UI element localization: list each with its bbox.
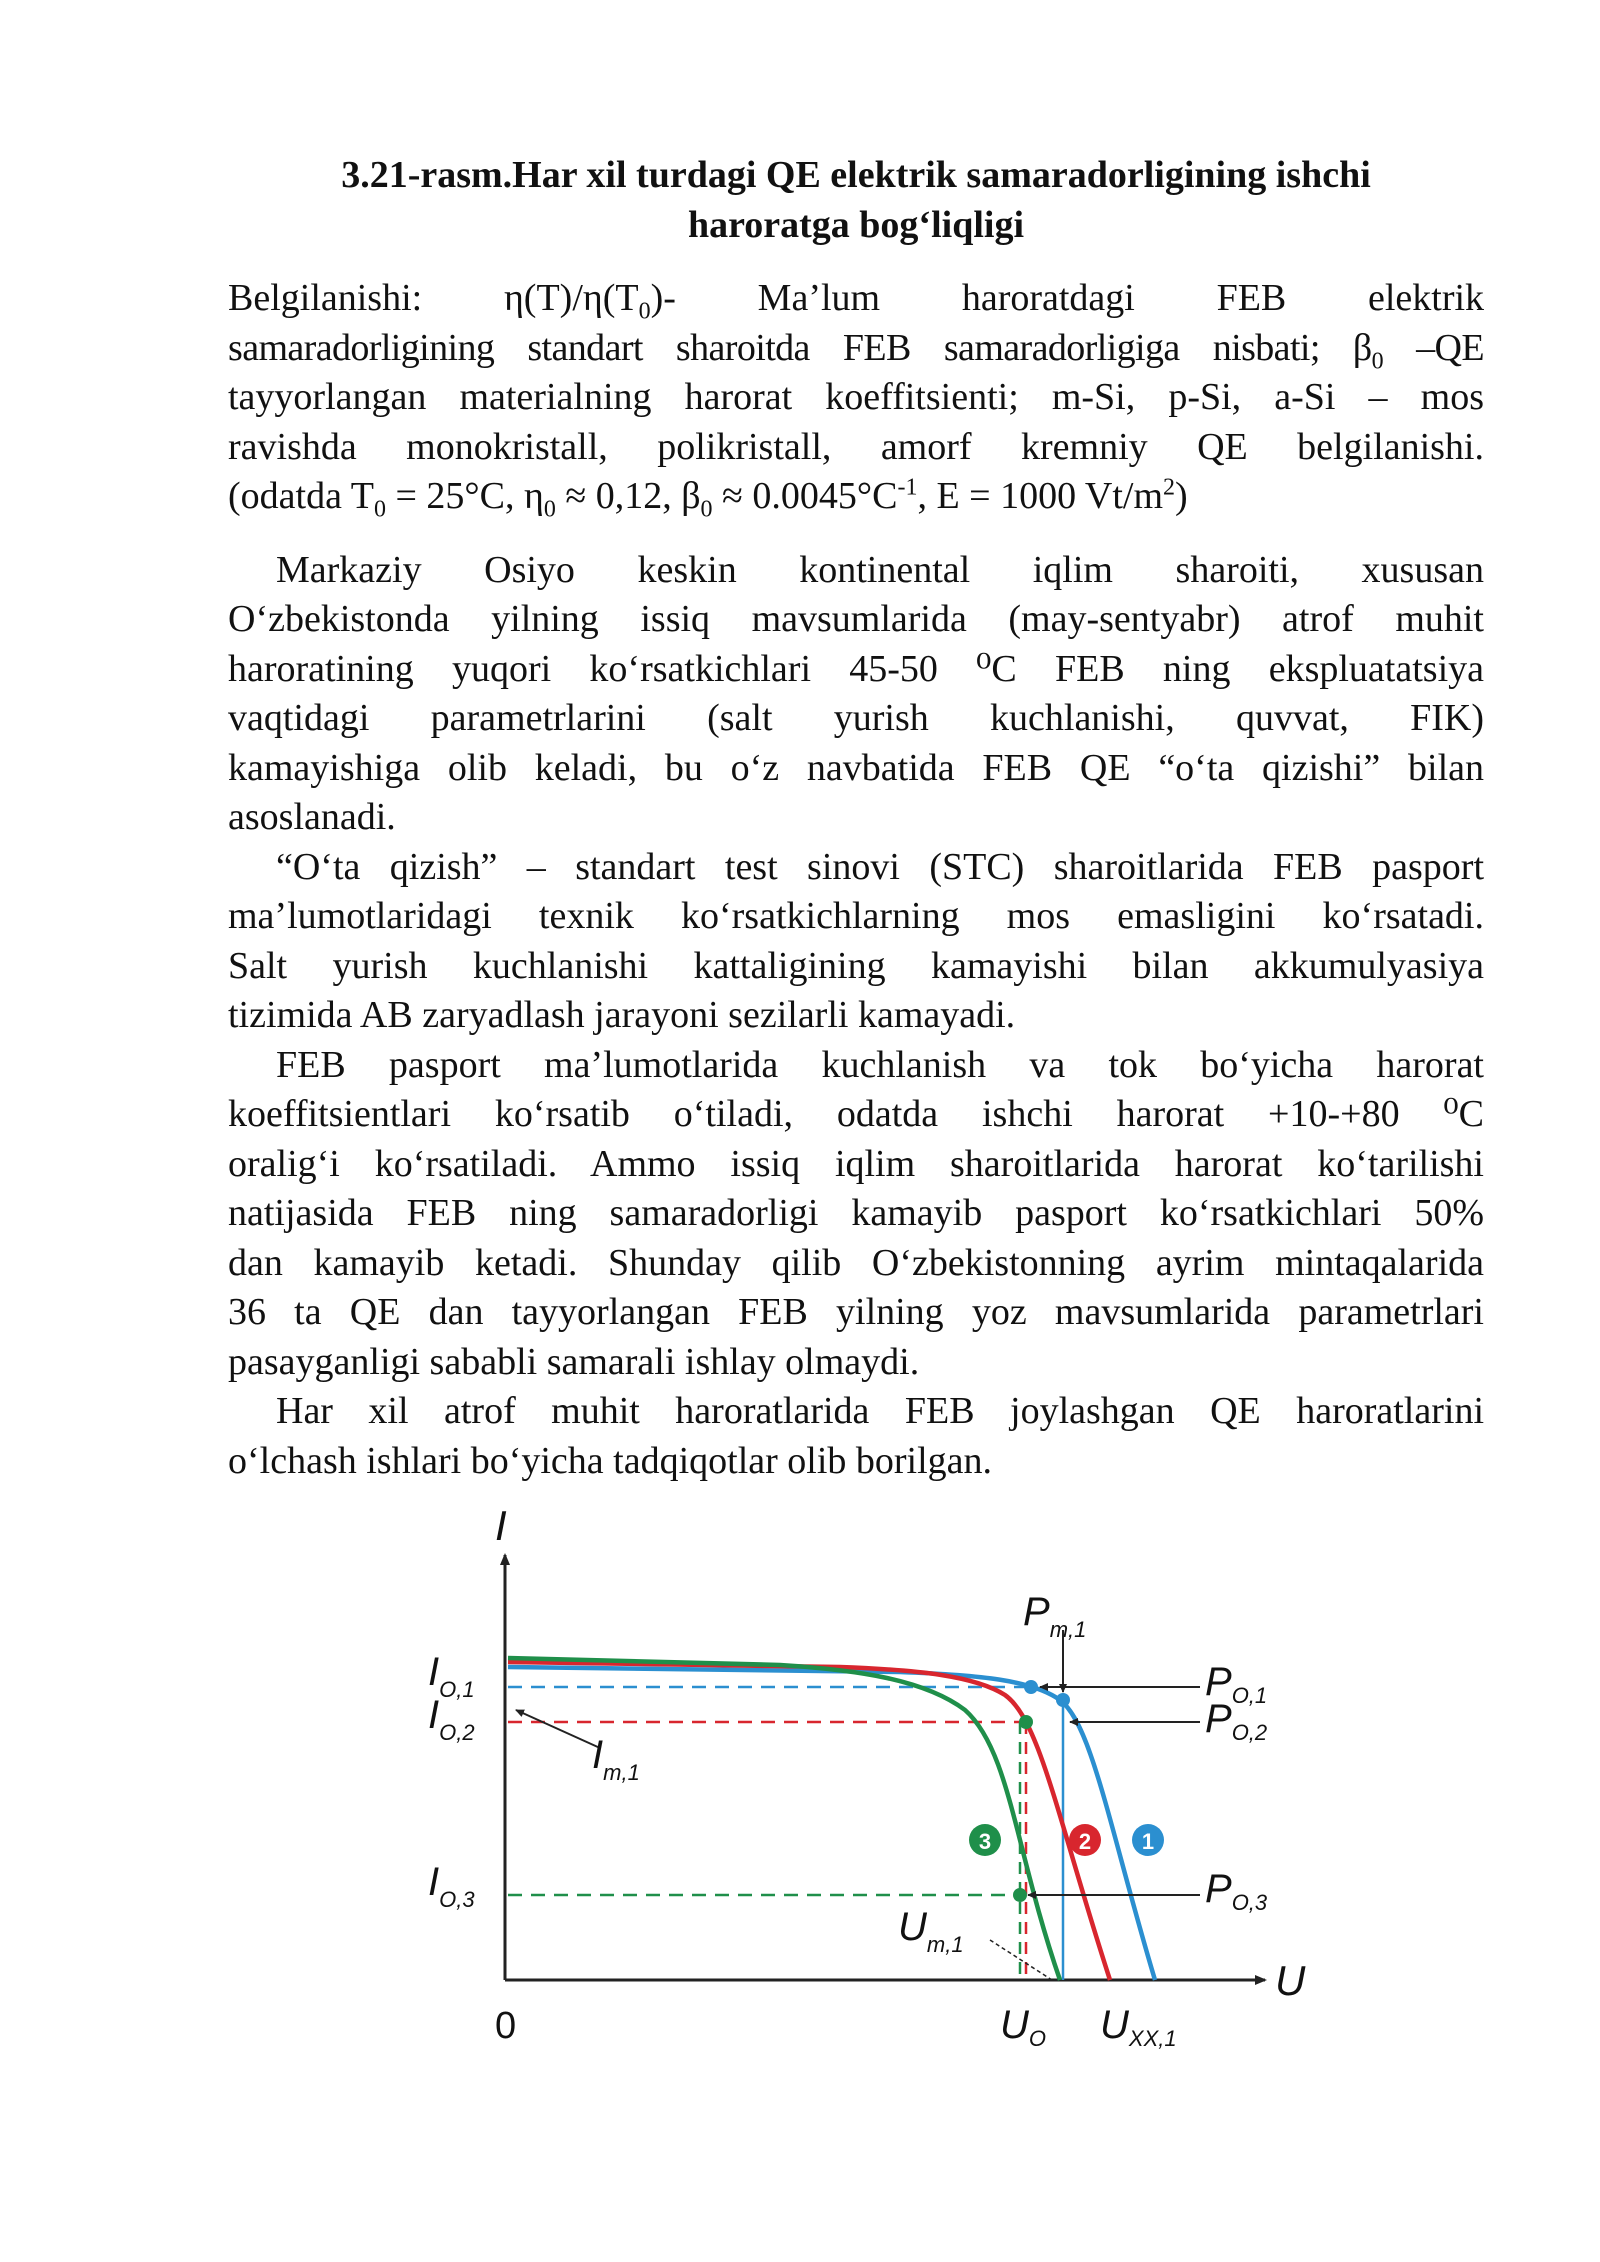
text-line: haroratining yuqori ko‘rsatkichlari 45-50 ⁰C FEB ning ekspluatatsiya — [228, 647, 1484, 690]
text-line: “O‘ta qizish” – standart test sinovi (STC) sharoitlarida FEB pasport — [276, 845, 1484, 888]
text-line: asoslanadi. — [228, 796, 396, 838]
iv-curve-diagram — [420, 1502, 1320, 2070]
legend-line-3: tayyorlangan materialning harorat koeffitsienti; m-Si, p-Si, a-Si – mos — [228, 376, 1484, 418]
paragraph-4 — [228, 1387, 1484, 1486]
origin-label: 0 — [495, 2005, 517, 2047]
im1-label: $I_{m,1}$ — [592, 1733, 640, 1785]
po2-label: $P_{O,2}$ — [1205, 1697, 1268, 1745]
po1-label: $P_{O,1}$ — [1205, 1660, 1268, 1708]
text-line: Salt yurish kuchlanishi kattaligining kamayishi bilan akkumulyasiya — [228, 944, 1484, 987]
y-axis-label: I — [495, 1502, 507, 1549]
text-line: pasayganligi sababli samarali ishlay olmaydi. — [228, 1340, 920, 1383]
badge-3-label: 3 — [978, 1829, 992, 1854]
uxx1-label: $U_{XX,1}$ — [1100, 2003, 1177, 2051]
badge-1-label: 1 — [1141, 1829, 1155, 1854]
text-line: koeffitsientlari ko‘rsatib o‘tiladi, odatda ishchi harorat +10-+80 ⁰C — [228, 1093, 1484, 1135]
text-line: vaqtidagi parametrlarini (salt yurish kuchlanishi, quvvat, FIK) — [228, 697, 1484, 739]
po3-label: $P_{O,3}$ — [1205, 1867, 1268, 1915]
io1-label: $I_{O,1}$ — [428, 1650, 475, 1702]
text-line: ma’lumotlaridagi texnik ko‘rsatkichlarning mos emasligini ko‘rsatadi. — [228, 895, 1484, 937]
legend-line-1: Belgilanishi: $\eta(T)/\eta(T_0)-$ Ma’lum haroratdagi FEB elektrik — [228, 277, 1485, 325]
legend-line-5: (odatda $T_0 = 25^\circ C$, $\eta_0 \approx 0,12$, $\beta_0 \approx 0.0045^\circ C^{-1}$, E = 1000 $Vt/m^2$) — [228, 474, 1188, 523]
caption-line-2: haroratga bog‘liqligi — [687, 204, 1025, 246]
text-line: tizimida AB zaryadlash jarayoni sezilarli kamayadi. — [228, 994, 1016, 1036]
iv-curve-figure — [420, 1502, 1320, 2070]
text-line: natijasida FEB ning samaradorligi kamayib pasport ko‘rsatkichlari 50% — [228, 1192, 1484, 1234]
point-pm1 — [1024, 1680, 1038, 1694]
curve-3-green — [508, 1658, 1060, 1980]
io3-label: $I_{O,3}$ — [428, 1860, 475, 1912]
point-po1 — [1056, 1693, 1070, 1707]
paragraph-3 — [228, 1041, 1484, 1388]
text-line: O‘zbekistonda yilning issiq mavsumlarida (may-sentyabr) atrof muhit — [228, 598, 1484, 640]
legend-line-2: samaradorligining standart sharoitda FEB samaradorligiga nisbati; $\beta_0$ –QE — [228, 326, 1484, 375]
document-page — [228, 150, 1484, 1486]
io2-label: $I_{O,2}$ — [428, 1693, 475, 1745]
text-line: oralig‘i ko‘rsatiladi. Ammo issiq iqlim sharoitlarida harorat ko‘tarilishi — [228, 1142, 1484, 1185]
text-line: o‘lchash ishlari bo‘yicha tadqiqotlar olib borilgan. — [228, 1439, 993, 1482]
point-po2 — [1019, 1715, 1033, 1729]
x-axis-label: U — [1275, 1957, 1306, 2004]
text-line: kamayishiga olib keladi, bu o‘z navbatida FEB QE “o‘ta qizishi” bilan — [228, 746, 1484, 789]
pm1-label: $P_{m,1}$ — [1023, 1590, 1087, 1642]
im1-arrow — [516, 1710, 600, 1748]
text-line: FEB pasport ma’lumotlarida kuchlanish va tok bo‘yicha harorat — [276, 1043, 1484, 1086]
figure-caption — [228, 150, 1484, 250]
badge-2-label: 2 — [1078, 1829, 1092, 1854]
text-line: 36 ta QE dan tayyorlangan FEB yilning yoz mavsumlarida parametrlari — [228, 1291, 1484, 1333]
text-line: Har xil atrof muhit haroratlarida FEB joylashgan QE haroratlarini — [276, 1390, 1484, 1432]
um1-label: $U_{m,1}$ — [898, 1905, 964, 1957]
paragraph-1 — [228, 546, 1484, 843]
caption-line-1: 3.21-rasm.Har xil turdagi QE elektrik samaradorligining ishchi — [341, 154, 1371, 196]
text-line: dan kamayib ketadi. Shunday qilib O‘zbekistonning ayrim mintaqalarida — [228, 1241, 1484, 1284]
curve-1-blue — [508, 1667, 1155, 1980]
legend-paragraph — [228, 274, 1484, 522]
point-po3 — [1013, 1888, 1027, 1902]
text-line: Markaziy Osiyo keskin kontinental iqlim sharoiti, xususan — [276, 548, 1484, 591]
legend-line-4: ravishda monokristall, polikristall, amorf kremniy QE belgilanishi. — [228, 425, 1484, 468]
uo-label: $U_O$ — [1000, 2003, 1047, 2051]
paragraph-2 — [228, 843, 1484, 1041]
